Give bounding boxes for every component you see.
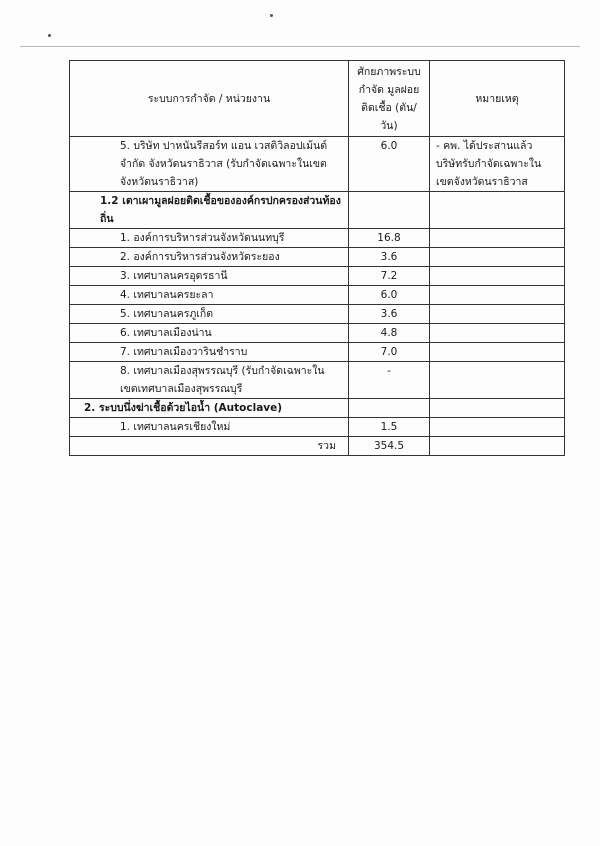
table-row [70, 137, 565, 192]
total-value: 354.5 [349, 437, 430, 456]
row-remark [430, 418, 565, 437]
row-remark [430, 286, 565, 305]
row-remark [430, 362, 565, 399]
table-header-row [70, 61, 565, 137]
total-label: รวม [70, 437, 349, 456]
table-row [70, 305, 565, 324]
table-row [70, 229, 565, 248]
scan-speck [270, 14, 273, 17]
row-remark [430, 343, 565, 362]
page-top-rule [20, 46, 580, 47]
row-remark [430, 248, 565, 267]
row-remark: - คพ. ได้ประสานแล้ว บริษัทรับกำจัดเฉพาะในเขตจังหวัดนราธิวาส [430, 137, 565, 192]
row-capacity: 16.8 [349, 229, 430, 248]
row-capacity: 7.2 [349, 267, 430, 286]
table-row [70, 324, 565, 343]
row-capacity: 3.6 [349, 248, 430, 267]
disposal-capacity-table [69, 60, 565, 456]
total-row [70, 437, 565, 456]
row-remark [430, 305, 565, 324]
row-remark [430, 399, 565, 418]
row-capacity: 6.0 [349, 286, 430, 305]
table-row [70, 418, 565, 437]
row-label: 4. เทศบาลนครยะลา [70, 286, 349, 305]
row-remark [430, 324, 565, 343]
row-label: 2. องค์การบริหารส่วนจังหวัดระยอง [70, 248, 349, 267]
table-row [70, 267, 565, 286]
section-row [70, 399, 565, 418]
row-capacity: 6.0 [349, 137, 430, 192]
row-label: 3. เทศบาลนครอุดรธานี [70, 267, 349, 286]
row-capacity: 4.8 [349, 324, 430, 343]
table-row [70, 362, 565, 399]
header-remark: หมายเหตุ [430, 61, 565, 137]
row-label: 5. เทศบาลนครภูเก็ต [70, 305, 349, 324]
section-label: 1.2 เตาเผามูลฝอยติดเชื้อขององค์กรปกครองส่วนท้องถิ่น [70, 192, 349, 229]
row-capacity: 1.5 [349, 418, 430, 437]
total-remark [430, 437, 565, 456]
row-remark [430, 192, 565, 229]
row-label: 8. เทศบาลเมืองสุพรรณบุรี (รับกำจัดเฉพาะในเขตเทศบาลเมืองสุพรรณบุรี [70, 362, 349, 399]
row-capacity: - [349, 362, 430, 399]
row-label: 6. เทศบาลเมืองน่าน [70, 324, 349, 343]
row-capacity [349, 399, 430, 418]
section-row [70, 192, 565, 229]
row-capacity: 7.0 [349, 343, 430, 362]
row-label: 5. บริษัท ปาหนันรีสอร์ท แอน เวสติวิลอปเม้นต์ จำกัด จังหวัดนราธิวาส (รับกำจัดเฉพาะในเขตจังหวัดนราธิวาส) [70, 137, 349, 192]
row-capacity: 3.6 [349, 305, 430, 324]
row-label: 1. เทศบาลนครเชียงใหม่ [70, 418, 349, 437]
header-system: ระบบการกำจัด / หน่วยงาน [70, 61, 349, 137]
row-capacity [349, 192, 430, 229]
row-label: 7. เทศบาลเมืองวารินชำราบ [70, 343, 349, 362]
table-row [70, 248, 565, 267]
scan-speck [48, 34, 51, 37]
header-capacity: ศักยภาพระบบ กำจัด มูลฝอยติดเชื้อ (ตัน/วัน) [349, 61, 430, 137]
row-remark [430, 229, 565, 248]
row-remark [430, 267, 565, 286]
table-row [70, 343, 565, 362]
row-label: 1. องค์การบริหารส่วนจังหวัดนนทบุรี [70, 229, 349, 248]
table-row [70, 286, 565, 305]
section-label: 2. ระบบนึ่งฆ่าเชื้อด้วยไอน้ำ (Autoclave) [70, 399, 349, 418]
